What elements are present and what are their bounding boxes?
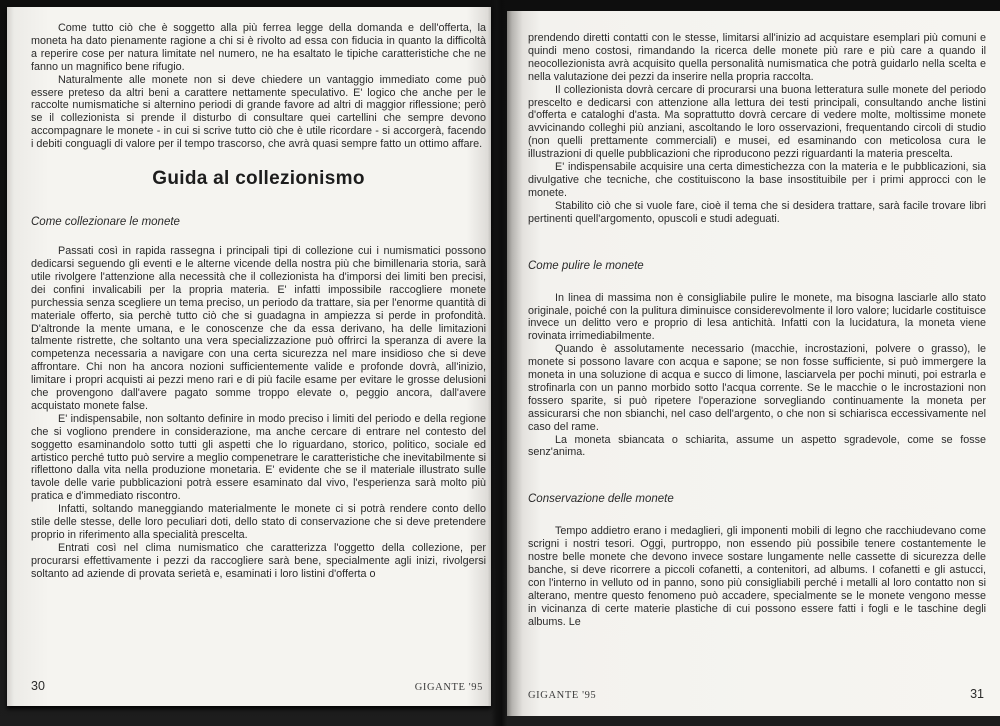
paragraph: Entrati così nel clima numismatico che caratterizza l'oggetto della collezione, per procurarsi effettivamente i pezzi da raccogliere sarà bene, specialmente agli inizi, rivolgersi soltanto ad aziende di provata serietà e, esaminati i loro listini d'offerta o: [31, 541, 486, 580]
left-page: [7, 7, 491, 706]
running-title: GIGANTE '95: [528, 690, 597, 701]
paragraph: Stabilito ciò che si vuole fare, cioè il tema che si desidera trattare, sarà facile trovare libri pertinenti quell'argomento, opuscoli e studi adeguati.: [528, 199, 986, 225]
paragraph: Passati così in rapida rassegna i principali tipi di collezione cui i numismatici possono dedicarsi seguendo gli eventi e le alterne vicende della nostra più che bimillenaria storia, sarà utile rivolgere l'attenzione alla necessità che il collezionista ha d'imporsi dei limiti ben precisi, dei confini invalicabili per la propria materia. E' infatti impossibile raccogliere monete purchessia senza scegliere un tema preciso, un periodo da trattare, sia per l'enorme quantità di materiale offerto, sia perchè tutto ciò che si guadagna in ampiezza si perde in profondità. D'altronde la mente umana, e le conoscenze che da essa derivano, ha delle limitazioni talmente ristrette, che soltanto una vera specializzazione può offrirci la speranza di avere la competenza necessaria a navigare con una certa sicurezza nel mare insidioso che si deve affrontare. Chi non ha ancora nozioni sufficientemente valide e profonde dovrà, all'inizio, limitare i propri acquisti ai pezzi meno rari e di più facile esame per evitare le grosse delusioni che provengono dall'avere pagato somme troppo elevate o, peggio ancora, dall'avere acquistato monete false.: [31, 245, 486, 412]
right-page-text: [528, 32, 986, 629]
section-heading-pulire: Come pulire le monete: [528, 259, 644, 272]
paragraph: Il collezionista dovrà cercare di procurarsi una buona letteratura sulle monete del periodo prescelto e dedicarsi con attenzione alla lettura dei testi principali, consultando anche listini d'offerta e cataloghi d'asta. Ma soprattutto dovrà cercare di vedere molte, moltissime monete avvicinando colleghi più anziani, ascoltando le loro osservazioni, frequentando circoli di studio (non quelli prettamente commerciali) e musei, ed esaminando con meticolosa cura le illustrazioni di quelle pubblicazioni che riproducono pezzi riguardanti la materia prescelta.: [528, 83, 986, 161]
page-number: 30: [31, 679, 45, 693]
paragraph: Come tutto ciò che è soggetto alla più ferrea legge della domanda e dell'offerta, la moneta ha dato pienamente ragione a chi si è rivolto ad essa con fiducia in quanto la difficoltà a reperire cose per natura limitate nel numero, ne ha esaltato le tipiche caratteristiche che ne fanno un magnifico bene rifugio.: [31, 22, 486, 73]
section-heading-conservazione: Conservazione delle monete: [528, 493, 674, 506]
paragraph-continuation: prendendo diretti contatti con le stesse, limitarsi all'inizio ad acquistare esemplari più comuni e quindi meno costosi, rimandando la ricerca delle monete più rare e più care a quando il neocollezionista avrà acquisito quella personalità numismatica che potrà guidarlo nella scelta e nella valutazione dei pezzi da inserire nella propria raccolta.: [528, 32, 986, 83]
paragraph: Infatti, soltando maneggiando materialmente le monete ci si potrà rendere conto dello stile delle stesse, delle loro peculiari doti, dello stato di conservazione che si deve pretendere proprio in riferimento alla specialità prescelta.: [31, 503, 486, 541]
section-heading-collezionare: Come collezionare le monete: [31, 216, 180, 229]
paragraph: La moneta sbiancata o schiarita, assume un aspetto sgradevole, come se fosse senz'anima.: [528, 433, 986, 459]
chapter-heading: Guida al collezionismo: [152, 168, 365, 190]
left-page-text: [31, 22, 486, 581]
paragraph: In linea di massima non è consigliabile pulire le monete, ma bisogna lasciarle allo stato originale, poiché con la pulitura diminuisce considerevolmente il loro valore; lucidarle costituisce invece un delitto vero e proprio di lesa antichità. Infatti con la lucidatura, la moneta viene rovinata irrimediabilmente.: [528, 291, 986, 343]
page-number: 31: [970, 687, 984, 701]
paragraph: E' indispensabile acquisire una certa dimestichezza con la materia e le pubblicazioni, sia divulgative che tecniche, che costituiscono la base insostituibile per i primi approcci con le monete.: [528, 161, 986, 199]
running-title: GIGANTE '95: [414, 682, 483, 693]
paragraph: Naturalmente alle monete non si deve chiedere un vantaggio immediato come può essere preteso da altri beni a carattere nettamente speculativo. E' logico che anche per le raccolte numismatiche si alternino periodi di grande favore ad altri di maggior riflessione; però se il collezionista si prende il disturbo di consultare quei cartellini che sempre devono accompagnare le monete - in cui si scrive tutto ciò che è utile ricordare - si accorgerà, facendo i debiti conguagli di valore per il tempo trascorso, che avrà quasi sempre fatto un ottimo affare.: [31, 73, 486, 151]
paragraph: Tempo addietro erano i medaglieri, gli imponenti mobili di legno che racchiudevano come scrigni i nostri tesori. Oggi, purtroppo, non essendo più possibile tenere costantemente le nostre belle monete che devono invece sostare lungamente nelle cassette di sicurezza delle banche, si deve ricorrere a piccoli cofanetti, a contenitori, ad albums. I cofanetti e gli astucci, con l'interno in velluto od in panno, sono più consigliabili perché i metalli al loro contatto non si alterano, mentre questo fenomeno può accadere, specialmente se le monete vengono messe in vicinanza di certe materie plastiche di cui possono essere fatti i fogli e le taschine degli albums. Le: [528, 525, 986, 628]
left-page-footer: [31, 679, 483, 693]
book-gutter-shadow: [491, 0, 507, 726]
paragraph: Quando è assolutamente necessario (macchie, incrostazioni, polvere o grasso), le monete si possono lavare con acqua e sapone; se non fosse sufficiente, si può immergere la moneta in una soluzione di acqua e succo di limone, lasciarvela per pochi minuti, poi estrarla e strofinarla con un panno morbido sotto l'acqua corrente. Se le macchie o le incrostazioni non fossero sparite, si può ripetere l'operazione sorvegliando continuamente la moneta per assicurarsi che non sbianchi, nel caso dell'argento, o che non si schiarisca eccessivamente nel caso del rame.: [528, 343, 986, 433]
right-page-footer: [528, 687, 984, 701]
paragraph: E' indispensabile, non soltanto definire in modo preciso i limiti del periodo e della regione che si vogliono prendere in considerazione, ma anche cercare di entrare nel contesto del soggetto esaminandolo sotto tutti gli aspetti che lo riguardano, storico, politico, sociale ed artistico perché tutto può servire a meglio compenetrare le caratteristiche che inevitabilmente si riflettono dalla vita nella produzione monetaria. E' evidente che se il materiale illustrato sulle tavole delle varie pubblicazioni potrà essere esaminato dal vivo, l'esperienza sarà molto più pratica e d'immediato riscontro.: [31, 412, 486, 503]
right-page: [507, 11, 1000, 716]
